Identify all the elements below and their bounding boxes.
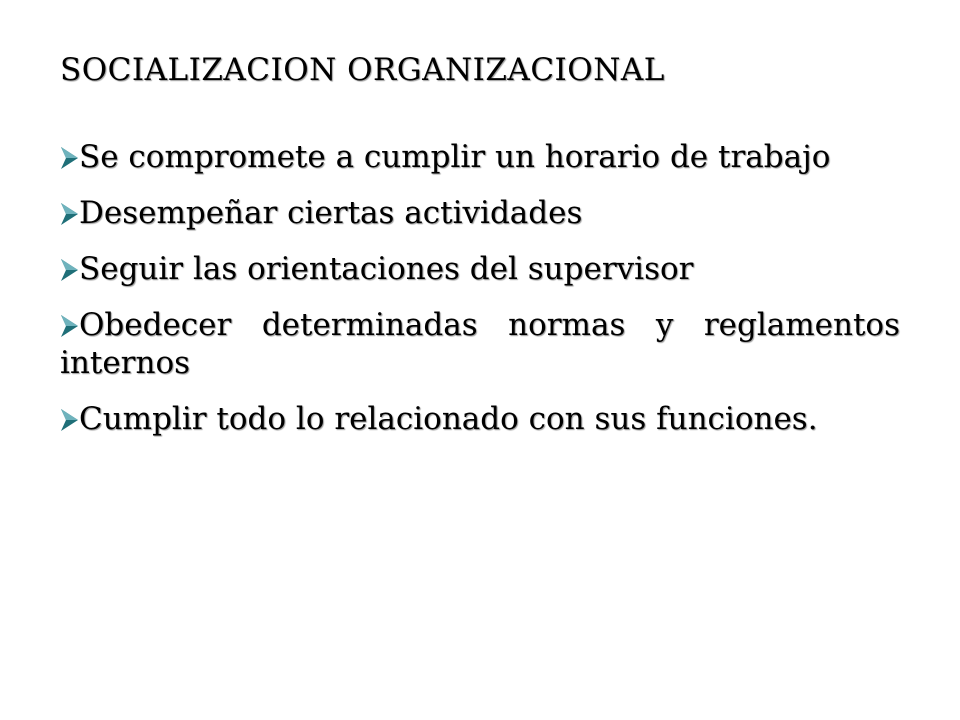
- bullet-text: Se compromete a cumplir un horario de trabajo: [79, 139, 831, 175]
- bullet-text: Obedecer determinadas normas y reglamentos internos: [60, 307, 900, 381]
- bullet-text: Cumplir todo lo relacionado con sus funciones.: [79, 401, 818, 437]
- arrow-bullet-icon: [60, 407, 79, 433]
- bullet-text: Seguir las orientaciones del supervisor: [79, 251, 694, 287]
- arrow-bullet-icon: [60, 201, 79, 227]
- bullet-item: [60, 400, 900, 438]
- arrow-bullet-icon: [60, 313, 79, 339]
- bullet-list: [60, 138, 900, 456]
- bullet-item: [60, 194, 900, 232]
- bullet-text: Desempeñar ciertas actividades: [79, 195, 583, 231]
- arrow-bullet-icon: [60, 145, 79, 171]
- bullet-item: [60, 306, 900, 382]
- arrow-bullet-icon: [60, 257, 79, 283]
- bullet-item: [60, 138, 900, 176]
- bullet-item: [60, 250, 900, 288]
- slide-title: SOCIALIZACION ORGANIZACIONAL: [60, 52, 665, 88]
